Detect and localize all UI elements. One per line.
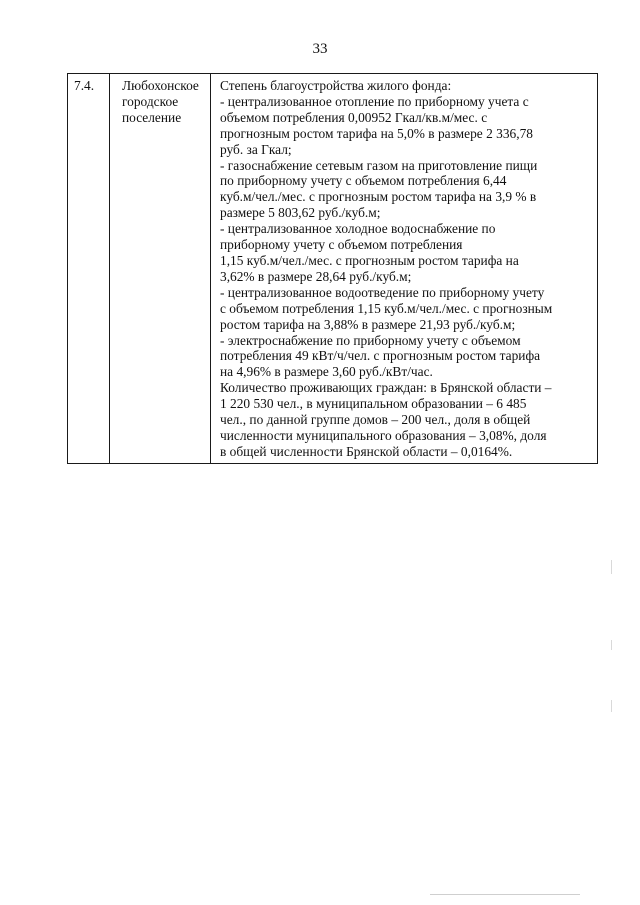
description-line: - газоснабжение сетевым газом на приготовление пищи <box>220 157 538 173</box>
description-line: в общей численности Брянской области – 0,0164%. <box>220 443 513 459</box>
description-line: куб.м/чел./мес. с прогнозным ростом тарифа на 3,9 % в <box>220 189 537 205</box>
description-line: ростом тарифа на 3,88% в размере 21,93 руб./куб.м; <box>220 316 516 332</box>
description-line: 1 220 530 чел., в муниципальном образовании – 6 485 <box>220 396 527 412</box>
description-line: 3,62% в размере 28,64 руб./куб.м; <box>220 268 412 284</box>
description-line: - централизованное холодное водоснабжение по <box>220 221 496 237</box>
municipality-name-cell <box>110 74 211 464</box>
description-line: на 4,96% в размере 3,60 руб./кВт/час. <box>220 364 433 380</box>
description-line: чел., по данной группе домов – 200 чел., доля в общей <box>220 412 531 428</box>
scan-artifact <box>611 560 612 574</box>
table-row <box>68 74 598 464</box>
scan-artifact <box>430 894 580 895</box>
scan-artifact <box>611 700 612 712</box>
scan-artifact <box>611 640 612 650</box>
description-line: Количество проживающих граждан: в Брянской области – <box>220 380 552 396</box>
description-line: объемом потребления 0,00952 Гкал/кв.м/мес. с <box>220 109 488 125</box>
description-line: размере 5 803,62 руб./куб.м; <box>220 205 381 221</box>
description-line: прогнозным ростом тарифа на 5,0% в размере 2 336,78 <box>220 125 533 141</box>
description-cell <box>211 74 598 464</box>
description-line: по приборному учету с объемом потребления 6,44 <box>220 173 507 189</box>
description-line: - централизованное отопление по приборному учета с <box>220 93 529 109</box>
description-line: с объемом потребления 1,15 куб.м/чел./мес. с прогнозным <box>220 300 553 316</box>
municipality-name: Любохонское городское поселение <box>122 78 199 125</box>
description-line: потребления 49 кВт/ч/чел. с прогнозным ростом тарифа <box>220 348 541 364</box>
description-line: руб. за Гкал; <box>220 141 292 157</box>
description-line: приборному учету с объемом потребления <box>220 237 463 253</box>
description-line: - централизованное водоотведение по приборному учету <box>220 284 545 300</box>
document-table <box>67 73 598 464</box>
row-number-cell: 7.4. <box>68 74 110 464</box>
description-line: - электроснабжение по приборному учету с объемом <box>220 332 521 348</box>
description-line: 1,15 куб.м/чел./мес. с прогнозным ростом тарифа на <box>220 252 519 268</box>
page-number: 33 <box>312 41 328 57</box>
description-line: численности муниципального образования – 3,08%, доля <box>220 427 547 443</box>
description-line: Степень благоустройства жилого фонда: <box>220 78 452 93</box>
